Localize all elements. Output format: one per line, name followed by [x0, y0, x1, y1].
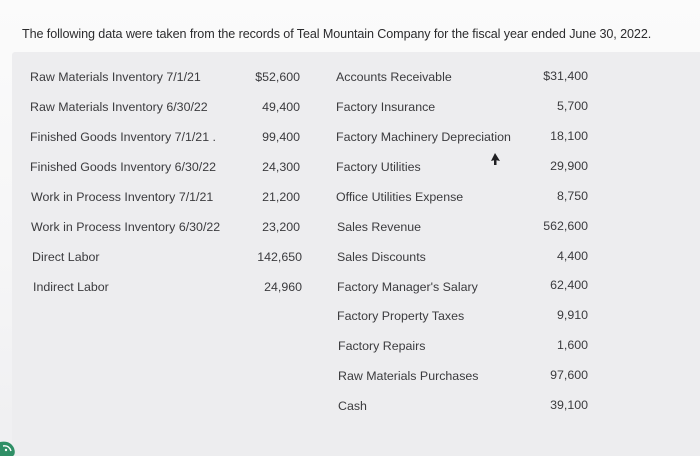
right-item-amount: 5,700	[556, 99, 588, 113]
left-item-amount: 99,400	[262, 130, 300, 144]
intro-text: The following data were taken from the records of Teal Mountain Company for the fiscal year ended June 30, 2022.	[22, 27, 652, 41]
right-item-amount: $31,400	[543, 69, 588, 83]
left-item-label: Indirect Labor	[33, 280, 109, 294]
left-item-label: Work in Process Inventory 7/1/21	[31, 190, 214, 204]
right-item-label: Factory Manager's Salary	[337, 280, 478, 294]
right-item-amount: 562,600	[543, 219, 588, 233]
right-item-amount: 18,100	[550, 129, 588, 143]
right-item-label: Cash	[338, 399, 367, 413]
right-item-label: Factory Utilities	[336, 160, 421, 174]
left-item-label: Finished Goods Inventory 6/30/22	[30, 160, 216, 174]
right-item-amount: 4,400	[556, 249, 588, 263]
right-item-label: Accounts Receivable	[336, 70, 452, 84]
mouse-pointer-icon	[490, 152, 502, 166]
left-item-amount: 49,400	[262, 100, 300, 114]
left-item-label: Finished Goods Inventory 7/1/21 .	[30, 130, 216, 144]
right-item-label: Raw Materials Purchases	[338, 369, 479, 383]
right-item-amount: 97,600	[550, 368, 588, 382]
left-item-amount: $52,600	[255, 70, 300, 84]
right-item-amount: 29,900	[550, 159, 588, 173]
left-item-amount: 21,200	[262, 190, 300, 204]
right-item-label: Sales Discounts	[337, 250, 426, 264]
partial-logo-icon	[0, 432, 26, 456]
right-item-amount: 9,910	[556, 308, 588, 322]
right-item-label: Sales Revenue	[337, 220, 422, 234]
left-item-label: Work in Process Inventory 6/30/22	[31, 220, 221, 234]
right-item-amount: 1,600	[556, 338, 588, 352]
left-item-amount: 24,960	[264, 280, 302, 294]
right-item-label: Factory Insurance	[336, 100, 436, 114]
left-item-amount: 142,650	[257, 250, 302, 264]
left-item-amount: 23,200	[262, 220, 300, 234]
right-item-label: Factory Machinery Depreciation	[336, 130, 511, 144]
left-item-amount: 24,300	[262, 160, 300, 174]
data-table-panel	[12, 52, 700, 456]
right-item-amount: 8,750	[556, 189, 588, 203]
left-item-label: Raw Materials Inventory 7/1/21	[30, 70, 201, 84]
right-item-label: Factory Repairs	[338, 339, 426, 353]
right-item-amount: 39,100	[550, 398, 588, 412]
right-item-label: Factory Property Taxes	[337, 309, 465, 323]
right-item-amount: 62,400	[550, 278, 588, 292]
left-item-label: Raw Materials Inventory 6/30/22	[30, 100, 208, 114]
right-item-label: Office Utilities Expense	[336, 190, 464, 204]
left-item-label: Direct Labor	[32, 250, 100, 264]
